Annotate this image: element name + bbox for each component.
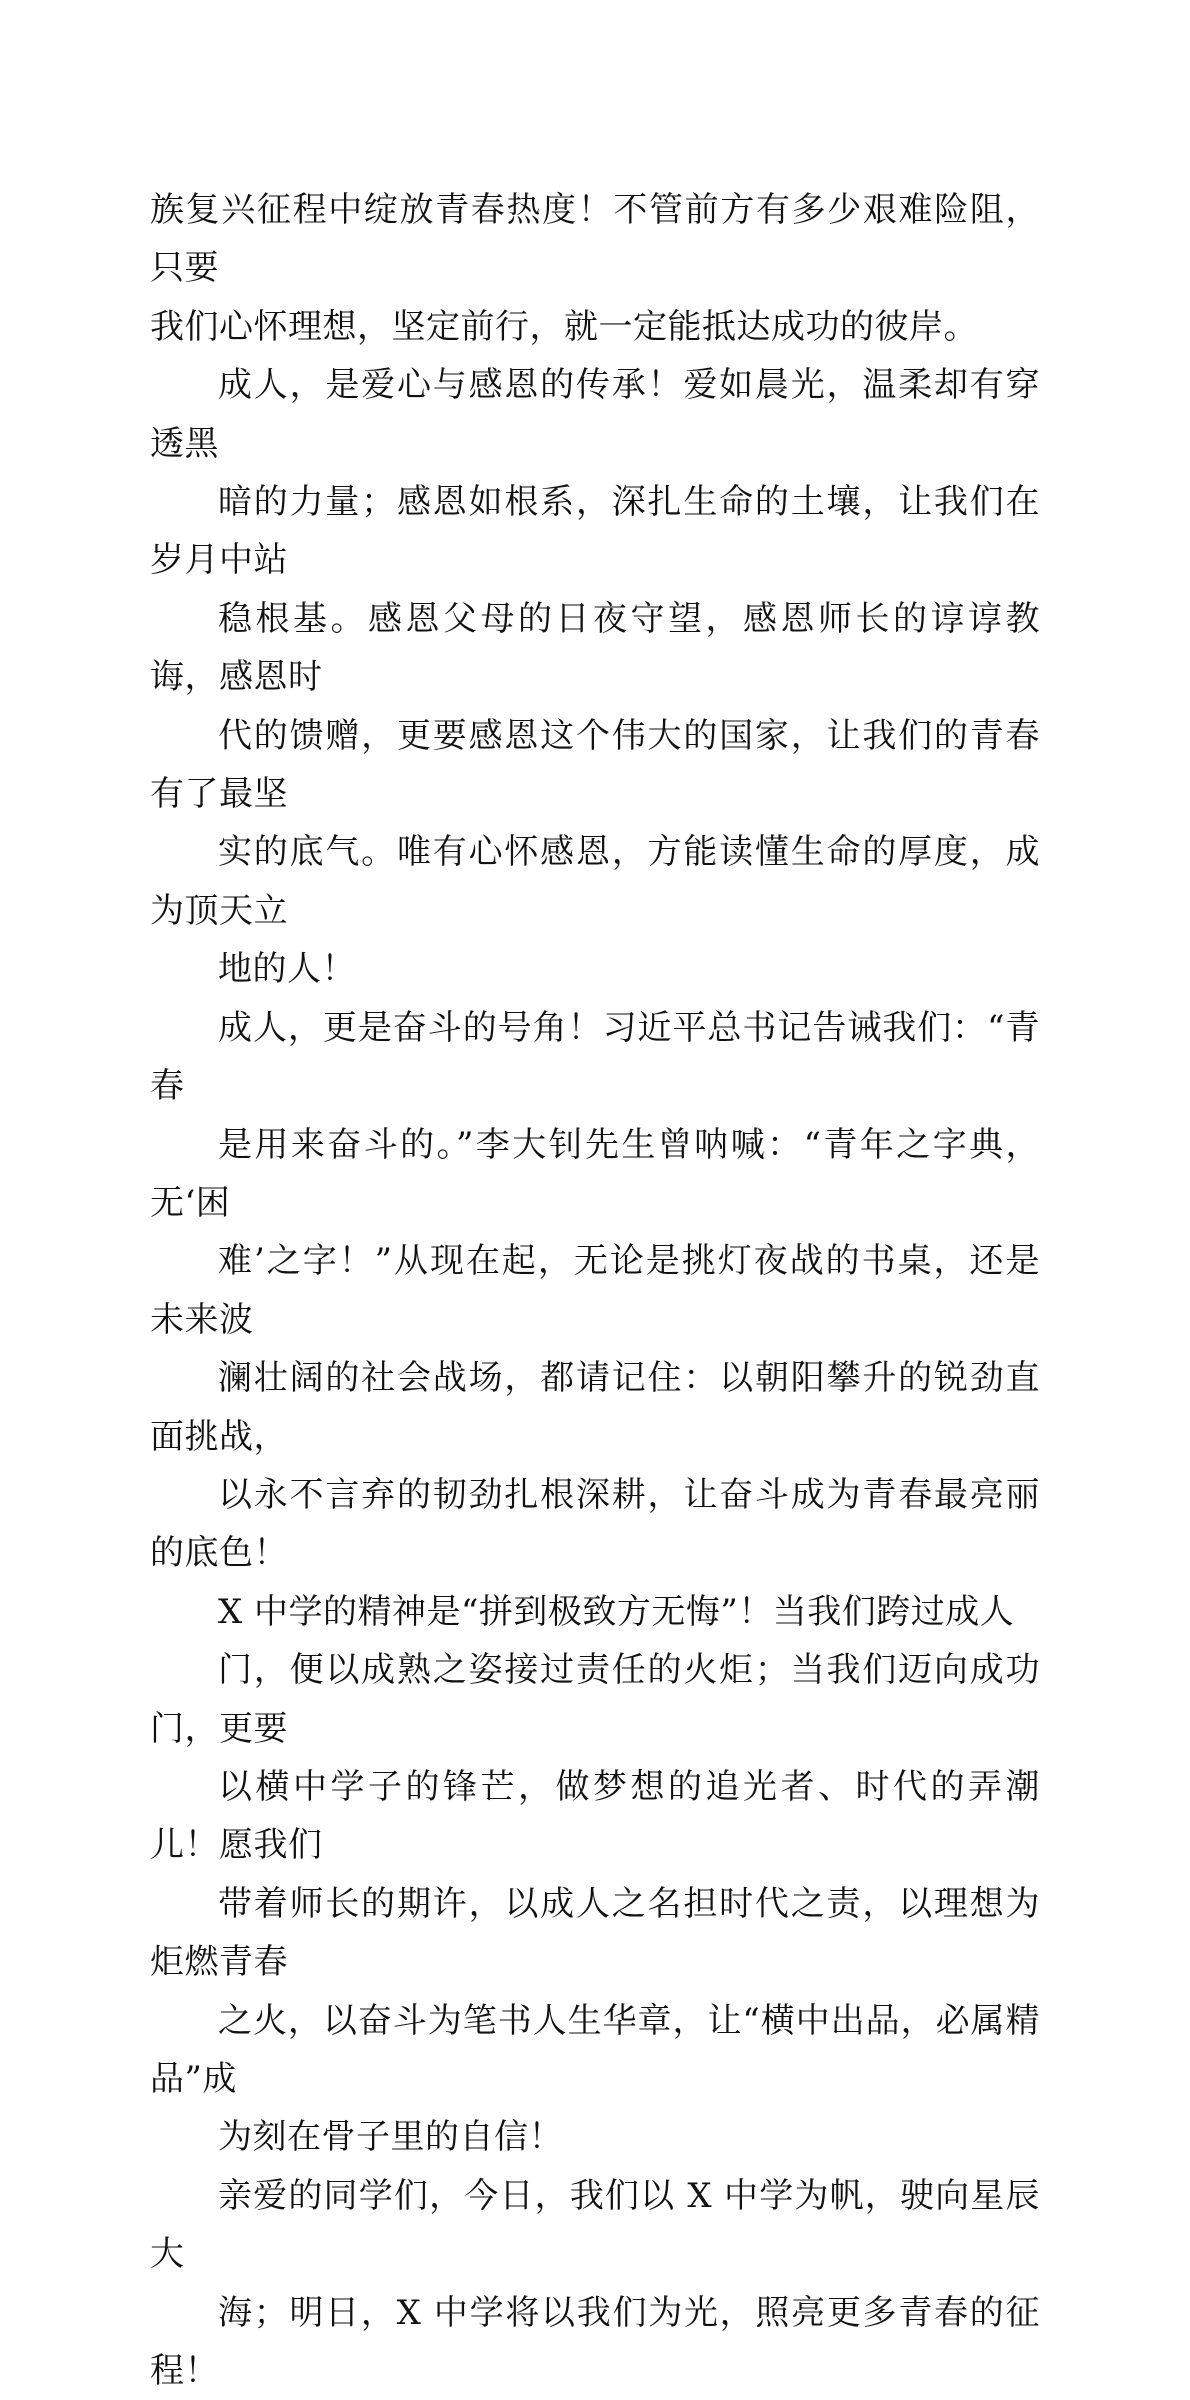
text-line: 代的馈赠，更要感恩这个伟大的国家，让我们的青春有了最坚: [150, 715, 1040, 815]
text-line: 地的人！: [218, 949, 356, 990]
text-line: 成人，是爱心与感恩的传承！爱如晨光，温柔却有穿透黑: [150, 365, 1040, 464]
text-line: 难’之字！”从现在起，无论是挑灯夜战的书桌，还是未来波: [150, 1241, 1040, 1340]
body-paragraph: [150, 999, 1040, 1583]
body-paragraph: [150, 1583, 1040, 2167]
text-line: 成人，更是奋斗的号角！习近平总书记告诫我们：“青春: [150, 1007, 1040, 1107]
text-line: 稳根基。感恩父母的日夜守望，感恩师长的谆谆教诲，感恩时: [150, 598, 1040, 698]
text-line: 我们心怀理想，坚定前行，就一定能抵达成功的彼岸。: [150, 306, 978, 347]
text-line: 门，便以成熟之姿接过责任的火炬；当我们迈向成功门，更要: [150, 1650, 1040, 1749]
text-line: 澜壮阔的社会战场，都请记住：以朝阳攀升的锐劲直面挑战，: [150, 1358, 1040, 1457]
text-line: X 中学的精神是“拼到极致方无悔”！当我们跨过成人: [218, 1591, 1015, 1632]
text-line: 带着师长的期许，以成人之名担时代之责，以理想为炬燃青春: [150, 1883, 1040, 1983]
text-line: 海；明日，X 中学将以我们为光，照亮更多青春的征程！: [150, 2292, 1040, 2392]
body-paragraph: [150, 2167, 1040, 2400]
text-line: 亲爱的同学们，今日，我们以 X 中学为帆，驶向星辰大: [150, 2175, 1040, 2275]
body-paragraph: [150, 181, 1040, 356]
text-line: 以横中学子的锋芒，做梦想的追光者、时代的弄潮儿！愿我们: [150, 1766, 1040, 1866]
document-body: [150, 181, 1040, 2400]
text-line: 实的底气。唯有心怀感恩，方能读懂生命的厚度，成为顶天立: [150, 832, 1040, 931]
text-line: 是用来奋斗的。”李大钊先生曾呐喊：“青年之字典，无‘困: [150, 1124, 1040, 1223]
body-paragraph: [150, 356, 1040, 998]
text-line: 为刻在骨子里的自信！: [218, 2117, 563, 2158]
text-line: 之火，以奋斗为笔书人生华章，让“横中出品，必属精品”成: [150, 2000, 1040, 2099]
text-line: 族复兴征程中绽放青春热度！不管前方有多少艰难险阻，只要: [150, 190, 1040, 289]
text-line: 暗的力量；感恩如根系，深扎生命的土壤，让我们在岁月中站: [150, 482, 1040, 581]
text-line: 以永不言弃的韧劲扎根深耕，让奋斗成为青春最亮丽的底色！: [150, 1474, 1040, 1574]
